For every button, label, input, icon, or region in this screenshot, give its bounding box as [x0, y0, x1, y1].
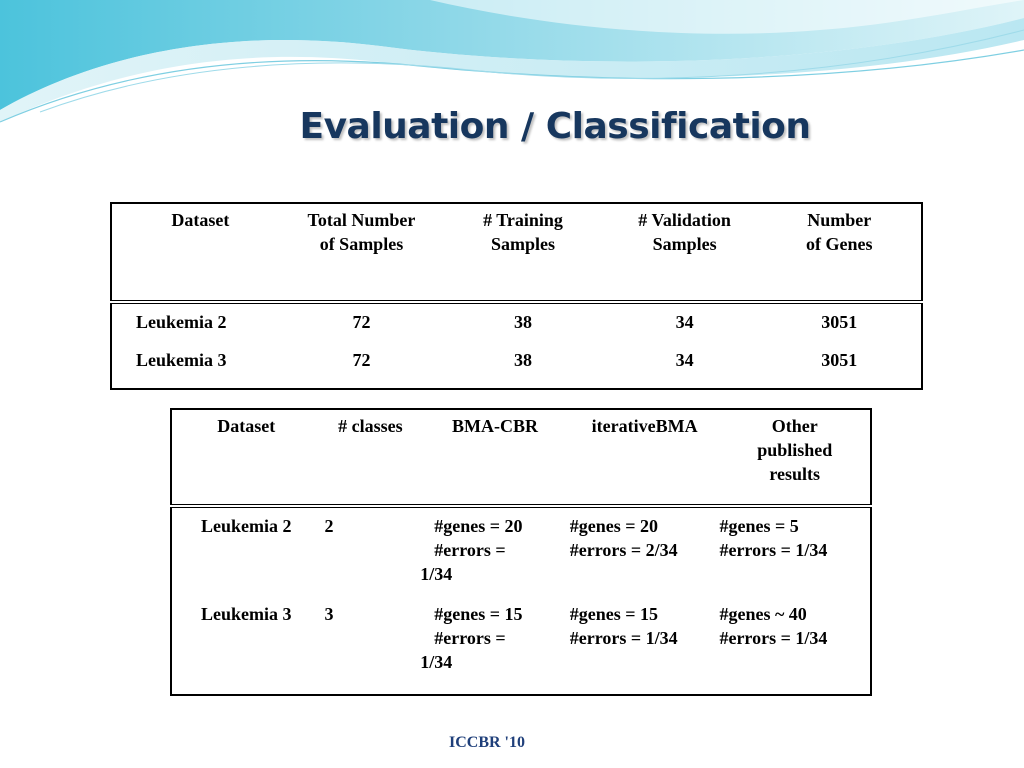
table-row: [171, 602, 871, 695]
header-dataset: Dataset: [171, 210, 230, 230]
cell-bma-cbr: #genes = 15 #errors = 1/34: [420, 604, 523, 672]
cell-dataset: Leukemia 2: [136, 312, 227, 332]
cell-validation-samples: 34: [675, 312, 694, 332]
header-dataset: Dataset: [217, 416, 276, 436]
cell-iterative-bma: #genes = 15 #errors = 1/34: [569, 604, 678, 648]
cell-iterative-bma: #genes = 20 #errors = 2/34: [569, 516, 678, 560]
cell-classes: 3: [324, 604, 334, 624]
cell-bma-cbr: #genes = 20 #errors = 1/34: [420, 516, 523, 584]
header-bma-cbr: BMA-CBR: [451, 416, 538, 436]
cell-training-samples: 38: [513, 312, 532, 332]
table-row: [171, 506, 871, 602]
dataset-summary-table: [110, 202, 923, 390]
header-classes: # classes: [338, 416, 403, 436]
cell-number-of-genes: 3051: [821, 312, 858, 332]
header-number-of-genes: Number of Genes: [805, 210, 873, 254]
cell-training-samples: 38: [513, 350, 532, 370]
cell-total-samples: 72: [352, 350, 371, 370]
cell-other-results: #genes ~ 40 #errors = 1/34: [719, 604, 828, 648]
table-header-row: [171, 409, 871, 506]
slide-title: Evaluation / Classification: [299, 106, 811, 147]
header-training-samples: # Training Samples: [483, 210, 563, 254]
cell-number-of-genes: 3051: [821, 350, 858, 370]
cell-dataset: Leukemia 2: [201, 516, 292, 536]
cell-dataset: Leukemia 3: [136, 350, 227, 370]
cell-classes: 2: [324, 516, 334, 536]
table-row: [111, 348, 922, 389]
cell-validation-samples: 34: [675, 350, 694, 370]
footer-conference: ICCBR '10: [448, 734, 525, 751]
cell-total-samples: 72: [352, 312, 371, 332]
header-total-samples: Total Number of Samples: [307, 210, 416, 254]
classification-results-table: [170, 408, 872, 696]
cell-other-results: #genes = 5 #errors = 1/34: [719, 516, 828, 560]
header-iterative-bma: iterativeBMA: [591, 416, 698, 436]
cell-dataset: Leukemia 3: [201, 604, 292, 624]
table-header-row: [111, 203, 922, 302]
table-row: [111, 302, 922, 348]
header-other-results: Other published results: [757, 416, 833, 484]
header-validation-samples: # Validation Samples: [638, 210, 731, 254]
